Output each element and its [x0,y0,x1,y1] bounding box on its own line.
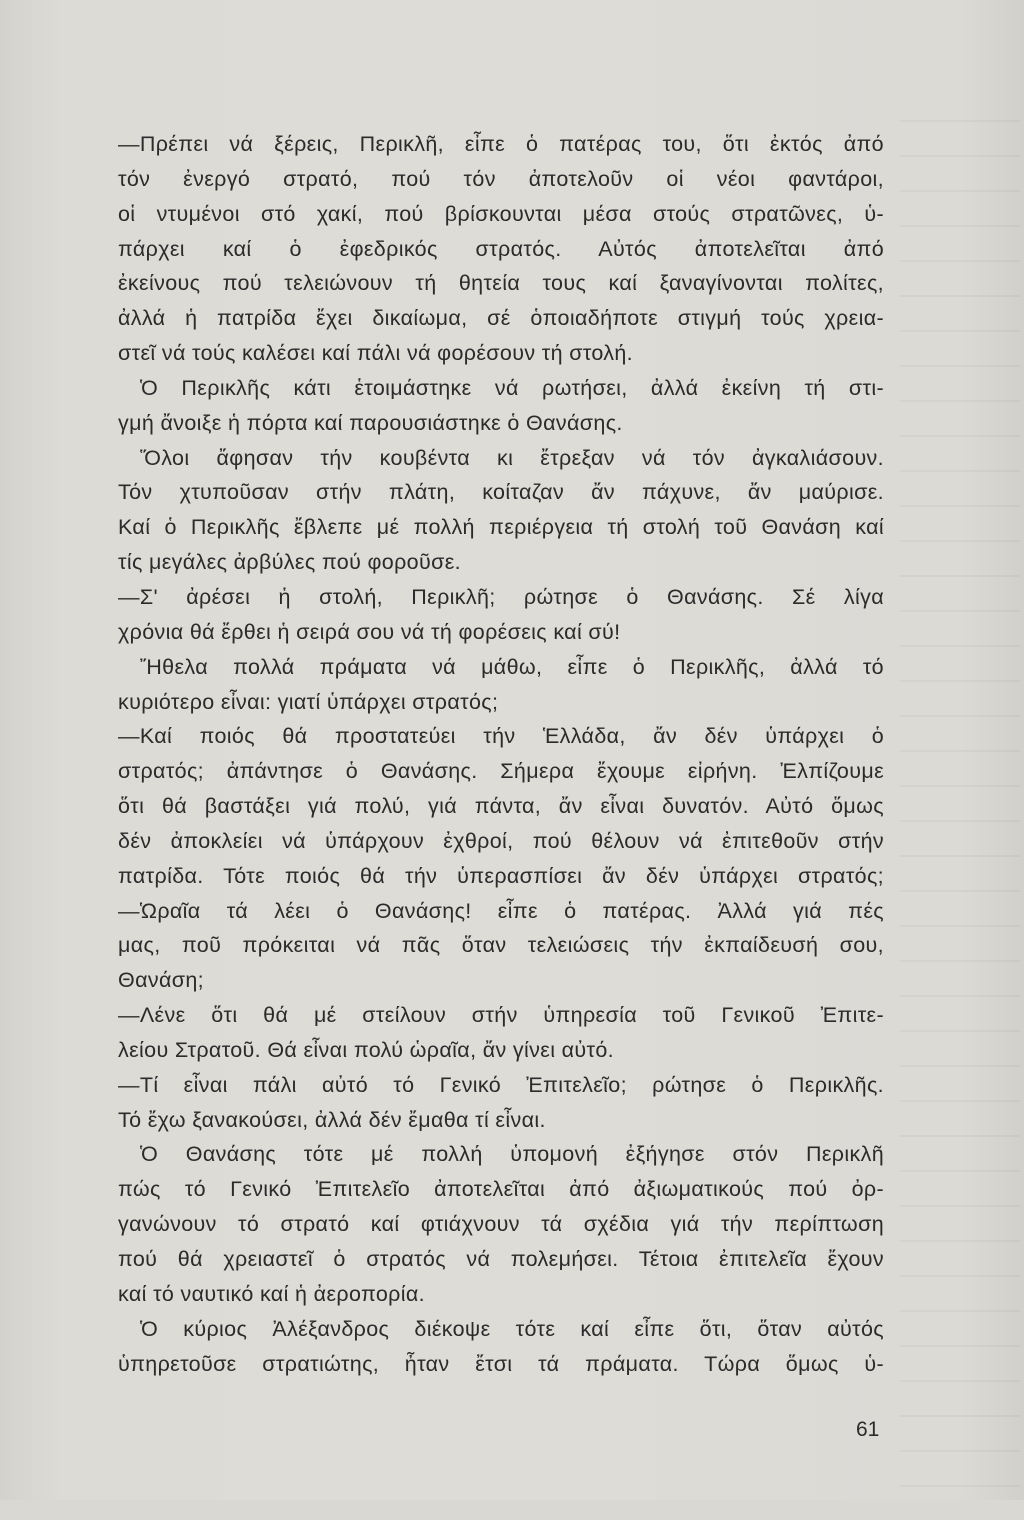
show-through [900,120,1020,1520]
text-line: χρόνια θά ἔρθει ἡ σειρά σου νά τή φορέσεις καί σύ! [118,619,621,644]
text-line: στεῖ νά τούς καλέσει καί πάλι νά φορέσουν τή στολή. [118,341,634,366]
text-line: ὅτι θά βαστάξει γιά πολύ, γιά πάντα, ἄν εἶναι δυνατόν. Αὐτό ὅμως [118,794,884,819]
text-line: Ὅλοι ἄφησαν τήν κουβέντα κι ἔτρεξαν νά τόν ἀγκαλιάσουν. [140,445,884,470]
text-line: Ὁ Περικλῆς κάτι ἑτοιμάστηκε νά ρωτήσει, ἀλλά ἐκείνη τή στι- [140,375,884,400]
text-line: πάρχει καί ὁ ἐφεδρικός στρατός. Αὐτός ἀποτελεῖται ἀπό [118,236,884,261]
text-line: γανώνουν τό στρατό καί φτιάχνουν τά σχέδια γιά τήν περίπτωση [118,1212,884,1237]
text-line: Τόν χτυποῦσαν στήν πλάτη, κοίταζαν ἄν πάχυνε, ἄν μαύρισε. [118,480,884,505]
text-line: ἀλλά ἡ πατρίδα ἔχει δικαίωμα, σέ ὁποιαδήποτε στιγμή τούς χρεια- [118,306,884,331]
text-line: Θανάση; [118,968,204,993]
text-line: Ὁ κύριος Ἀλέξανδρος διέκοψε τότε καί εἶπε ὅτι, ὅταν αὐτός [140,1316,884,1341]
text-line: Ὁ Θανάσης τότε μέ πολλή ὑπομονή ἐξήγησε στόν Περικλῆ [140,1142,884,1167]
body-text [118,127,884,1381]
text-line: —Τί εἶναι πάλι αὐτό τό Γενικό Ἐπιτελεῖο; ρώτησε ὁ Περικλῆς. [118,1072,884,1097]
text-line: γμή ἄνοιξε ἡ πόρτα καί παρουσιάστηκε ὁ Θανάσης. [118,410,623,435]
text-line: πώς τό Γενικό Ἐπιτελεῖο ἀποτελεῖται ἀπό ἀξιωματικούς πού ὀρ- [118,1177,884,1202]
text-line: πού θά χρειαστεῖ ὁ στρατός νά πολεμήσει. Τέτοια ἐπιτελεῖα ἔχουν [118,1247,884,1271]
text-line: καί τό ναυτικό καί ἡ ἀεροπορία. [118,1281,425,1306]
text-line: —Καί ποιός θά προστατεύει τήν Ἑλλάδα, ἄν δέν ὑπάρχει ὁ [118,724,884,749]
text-line: τόν ἐνεργό στρατό, πού τόν ἀποτελοῦν οἱ νέοι φαντάροι, [118,166,884,191]
text-line: —Λένε ὅτι θά μέ στείλουν στήν ὑπηρεσία τοῦ Γενικοῦ Ἐπιτε- [118,1003,884,1028]
text-line: Τό ἔχω ξανακούσει, ἀλλά δέν ἔμαθα τί εἶναι. [118,1107,546,1132]
text-line: Καί ὁ Περικλῆς ἔβλεπε μέ πολλή περιέργεια τή στολή τοῦ Θανάση καί [118,515,884,540]
text-line: λείου Στρατοῦ. Θά εἶναι πολύ ὡραῖα, ἄν γίνει αὐτό. [118,1037,615,1062]
text-line: ὑπηρετοῦσε στρατιώτης, ἦταν ἔτσι τά πράματα. Τώρα ὅμως ὑ- [118,1351,884,1376]
text-line: κυριότερο εἶναι: γιατί ὑπάρχει στρατός; [118,689,499,714]
text-line: δέν ἀποκλείει νά ὑπάρχουν ἐχθροί, πού θέλουν νά ἐπιτεθοῦν στήν [118,828,884,853]
text-line: μας, ποῦ πρόκειται νά πᾶς ὅταν τελειώσεις τήν ἐκπαίδευσή σου, [118,933,884,958]
text-line: —Ὡραῖα τά λέει ὁ Θανάσης! εἶπε ὁ πατέρας. Ἀλλά γιά πές [118,898,884,923]
page-number: 61 [856,1418,880,1441]
text-line: Ἤθελα πολλά πράματα νά μάθω, εἶπε ὁ Περικλῆς, ἀλλά τό [140,654,884,679]
text-line: —Πρέπει νά ξέρεις, Περικλῆ, εἶπε ὁ πατέρας του, ὅτι ἐκτός ἀπό [118,132,884,156]
text-line: οἱ ντυμένοι στό χακί, πού βρίσκουνται μέσα στούς στρατῶνες, ὑ- [118,201,884,226]
text-line: στρατός; ἀπάντησε ὁ Θανάσης. Σήμερα ἔχουμε εἰρήνη. Ἐλπίζουμε [118,759,884,784]
text-line: τίς μεγάλες ἀρβύλες πού φοροῦσε. [118,550,461,575]
text-line: —Σ' ἀρέσει ἡ στολή, Περικλῆ; ρώτησε ὁ Θανάσης. Σέ λίγα [118,584,884,609]
text-line: ἐκείνους πού τελειώνουν τή θητεία τους καί ξαναγίνονται πολίτες, [118,271,884,296]
text-line: πατρίδα. Τότε ποιός θά τήν ὑπερασπίσει ἄν δέν ὑπάρχει στρατός; [118,863,884,888]
